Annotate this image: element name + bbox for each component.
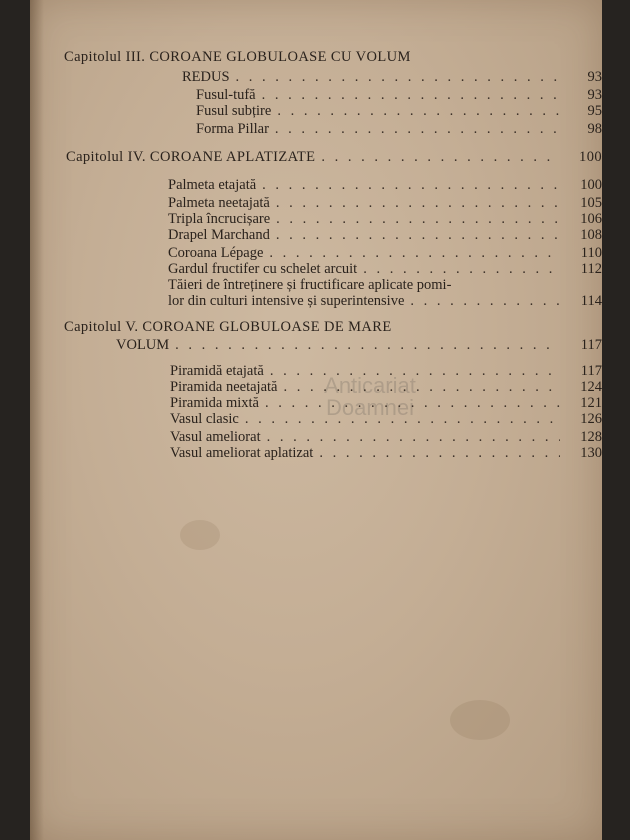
leader-dots: [262, 176, 560, 194]
page-number: 93: [587, 69, 602, 85]
entry-label: Vasul ameliorat aplatizat: [170, 445, 314, 461]
page-number: 110: [580, 245, 602, 261]
chapter-3-title-cont: REDUS: [182, 69, 230, 85]
toc-entry[interactable]: [196, 102, 602, 120]
page-number: 106: [580, 211, 602, 227]
entry-label: Forma Pillar: [196, 121, 269, 137]
page-number: 124: [580, 379, 602, 395]
watermark-logo: Anticariat Doamnei: [324, 373, 416, 420]
page-number: 126: [580, 411, 602, 427]
leader-dots: [245, 410, 560, 428]
page-number: 117: [580, 337, 602, 353]
page-number: 100: [579, 149, 602, 165]
chapter-3-title-line1[interactable]: Capitolul III. COROANE GLOBULOASE CU VOLUM: [64, 49, 411, 65]
toc-entry[interactable]: [196, 120, 602, 138]
leader-dots: [410, 292, 560, 310]
entry-label: Fusul-tufă: [196, 87, 256, 103]
page-number: 114: [580, 293, 602, 309]
page-number: 130: [580, 445, 602, 461]
leader-dots: [175, 336, 560, 354]
entry-label: Piramida mixtă: [170, 395, 259, 411]
entry-label: Piramidă etajată: [170, 363, 264, 379]
entry-label: Piramida neetajată: [170, 379, 278, 395]
chapter-5-title-line1[interactable]: Capitolul V. COROANE GLOBULOASE DE MARE: [64, 319, 392, 335]
page-number: 121: [580, 395, 602, 411]
toc-entry[interactable]: [168, 292, 602, 310]
entry-label: Gardul fructifer cu schelet arcuit: [168, 261, 358, 277]
leader-dots: [277, 102, 560, 120]
book-page: [30, 0, 602, 840]
toc-entry[interactable]: [170, 444, 602, 462]
entry-label: Drapel Marchand: [168, 227, 270, 243]
page-number: 108: [580, 227, 602, 243]
leader-dots: [276, 226, 560, 244]
page-number: 98: [587, 121, 602, 137]
page-number: 100: [580, 177, 602, 193]
entry-label: Tripla încrucișare: [168, 211, 271, 227]
toc-entry[interactable]: [168, 176, 602, 194]
entry-label: Vasul ameliorat: [170, 429, 261, 445]
toc-entry[interactable]: [168, 226, 602, 244]
page-number: 95: [587, 103, 602, 119]
entry-label: lor din culturi intensive și superintensive: [168, 293, 405, 309]
entry-label: Vasul clasic: [170, 411, 239, 427]
page-number: 93: [587, 87, 602, 103]
chapter-3-title-line2[interactable]: [182, 68, 602, 86]
chapter-title: Capitolul IV. COROANE APLATIZATE: [66, 149, 316, 165]
entry-label: Fusul subțire: [196, 103, 272, 119]
chapter-5-title-line2[interactable]: [116, 336, 602, 354]
entry-label: Coroana Lépage: [168, 245, 264, 261]
toc-entry[interactable]: [170, 410, 602, 428]
entry-label: Palmeta neetajată: [168, 195, 270, 211]
page-number: 105: [580, 195, 602, 211]
leader-dots: [319, 444, 560, 462]
leader-dots: [236, 68, 560, 86]
table-of-contents: [30, 0, 602, 840]
chapter-4-title[interactable]: [66, 148, 602, 166]
page-number: 117: [580, 363, 602, 379]
leader-dots: [275, 120, 560, 138]
entry-label: Palmeta etajată: [168, 177, 257, 193]
chapter-title-cont: VOLUM: [116, 337, 170, 353]
leader-dots: [321, 148, 560, 166]
entry-label: Tăieri de întreținere și fructificare aplicate pomi-: [168, 277, 452, 293]
page-number: 112: [580, 261, 602, 277]
page-number: 128: [580, 429, 602, 445]
